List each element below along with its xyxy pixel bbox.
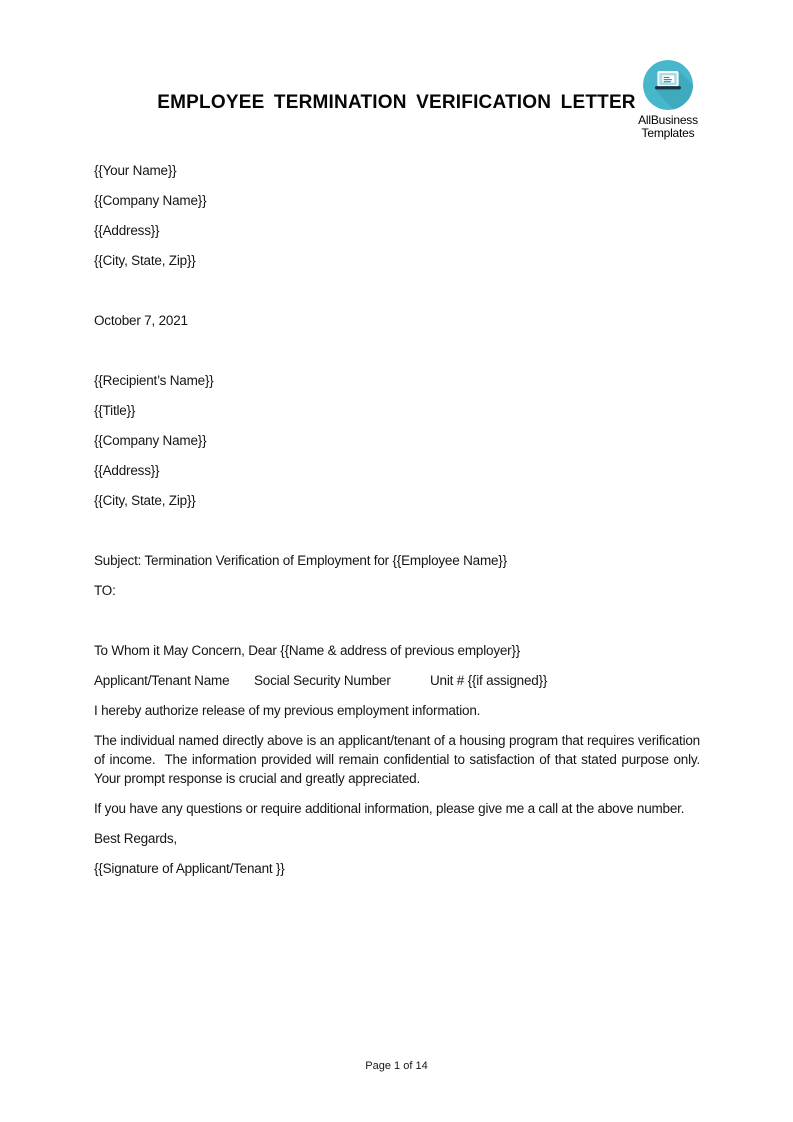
blank-line (94, 281, 700, 311)
page-title: EMPLOYEE TERMINATION VERIFICATION LETTER (157, 92, 636, 113)
questions-paragraph: If you have any questions or require additional information, please give me a call at the above number. (94, 801, 685, 816)
laptop-icon (643, 60, 693, 110)
blank-line (94, 341, 700, 371)
to-label: TO: (94, 583, 116, 598)
recipient-title-line: {{Title}} (94, 403, 136, 418)
page-number: Page 1 of 14 (365, 1060, 428, 1072)
blank-line (94, 611, 700, 641)
logo-line-1: AllBusiness (638, 113, 698, 127)
recipient-name-line: {{Recipient’s Name}} (94, 373, 214, 388)
logo-text (631, 114, 705, 140)
purpose-paragraph: The individual named directly above is an applicant/tenant of a housing program that requires verification of income. The information provided will remain confidential to satisfaction of that stated purpose only. Your prompt response is crucial and greatly appreciated. (94, 733, 700, 786)
letter-content (94, 161, 700, 889)
recipient-city-line: {{City, State, Zip}} (94, 493, 196, 508)
allbusiness-logo (631, 60, 705, 140)
recipient-company-line: {{Company Name}} (94, 433, 207, 448)
sender-company-line: {{Company Name}} (94, 193, 207, 208)
unit-label: Unit # {{if assigned}} (430, 673, 548, 688)
recipient-address-line: {{Address}} (94, 463, 160, 478)
signature-placeholder: {{Signature of Applicant/Tenant }} (94, 861, 285, 876)
salutation-line: To Whom it May Concern, Dear {{Name & address of previous employer}} (94, 643, 521, 658)
sender-city-line: {{City, State, Zip}} (94, 253, 196, 268)
subject-line: Subject: Termination Verification of Employment for {{Employee Name}} (94, 553, 507, 568)
page-footer (0, 1060, 793, 1072)
blank-line (94, 521, 700, 551)
ssn-label: Social Security Number (254, 673, 391, 688)
date-line: October 7, 2021 (94, 313, 188, 328)
applicant-name-label: Applicant/Tenant Name (94, 673, 230, 688)
logo-line-2: Templates (641, 126, 695, 140)
closing-line: Best Regards, (94, 831, 177, 846)
sender-address-line: {{Address}} (94, 223, 160, 238)
authorization-paragraph: I hereby authorize release of my previous employment information. (94, 703, 481, 718)
fields-row (94, 671, 700, 690)
sender-name-line: {{Your Name}} (94, 163, 177, 178)
